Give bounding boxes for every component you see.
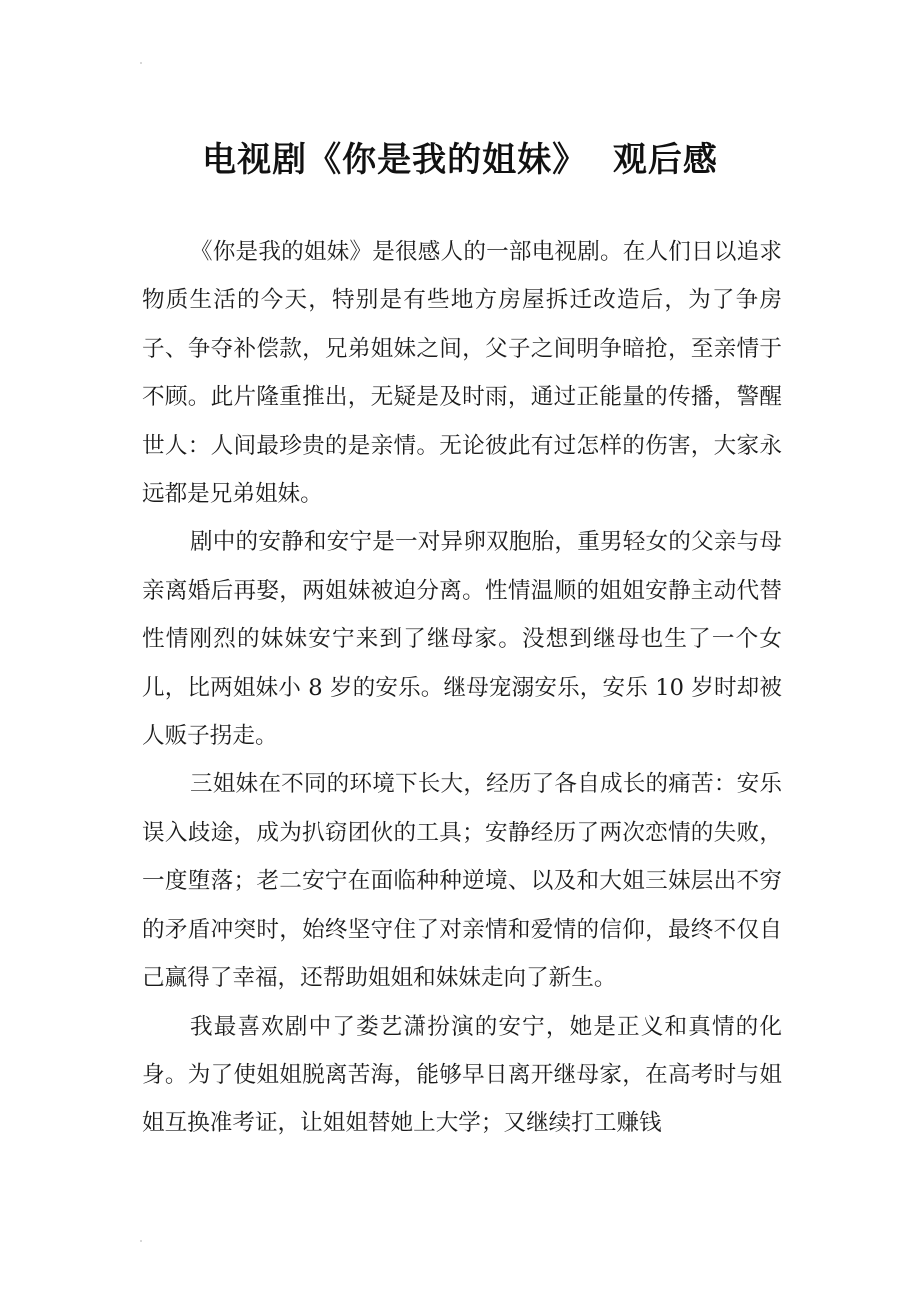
- document-title: 电视剧《你是我的姐妹》 观后感: [202, 139, 718, 180]
- scan-speck: [140, 62, 142, 64]
- paragraph: 三姐妹在不同的环境下长大，经历了各自成长的痛苦：安乐误入歧途，成为扒窃团伙的工具；安静经历了两次恋情的失败，一度堕落；老二安宁在面临种种逆境、以及和大姐三妹层出不穷的矛盾冲突时，始终坚守住了对亲情和爱情的信仰，最终不仅自己赢得了幸福，还帮助姐姐和妹妹走向了新生。: [142, 771, 782, 992]
- scan-speck: [140, 1240, 142, 1242]
- document-body: [142, 228, 782, 1148]
- paragraph: 我最喜欢剧中了娄艺潇扮演的安宁，她是正义和真情的化身。为了使姐姐脱离苦海，能够早日离开继母家，在高考时与姐姐互换准考证，让姐姐替她上大学；又继续打工赚钱: [142, 1013, 782, 1137]
- paragraph: 剧中的安静和安宁是一对异卵双胞胎，重男轻女的父亲与母亲离婚后再娶，两姐妹被迫分离。性情温顺的姐姐安静主动代替性情刚烈的妹妹安宁来到了继母家。没想到继母也生了一个女儿，比两姐妹小 8 岁的安乐。继母宠溺安乐，安乐 10 岁时却被人贩子拐走。: [142, 529, 782, 750]
- paragraph: 《你是我的姐妹》是很感人的一部电视剧。在人们日以追求物质生活的今天，特别是有些地方房屋拆迁改造后，为了争房子、争夺补偿款，兄弟姐妹之间，父子之间明争暗抢，至亲情于不顾。此片隆重推出，无疑是及时雨，通过正能量的传播，警醒世人：人间最珍贵的是亲情。无论彼此有过怎样的伤害，大家永远都是兄弟姐妹。: [142, 239, 782, 508]
